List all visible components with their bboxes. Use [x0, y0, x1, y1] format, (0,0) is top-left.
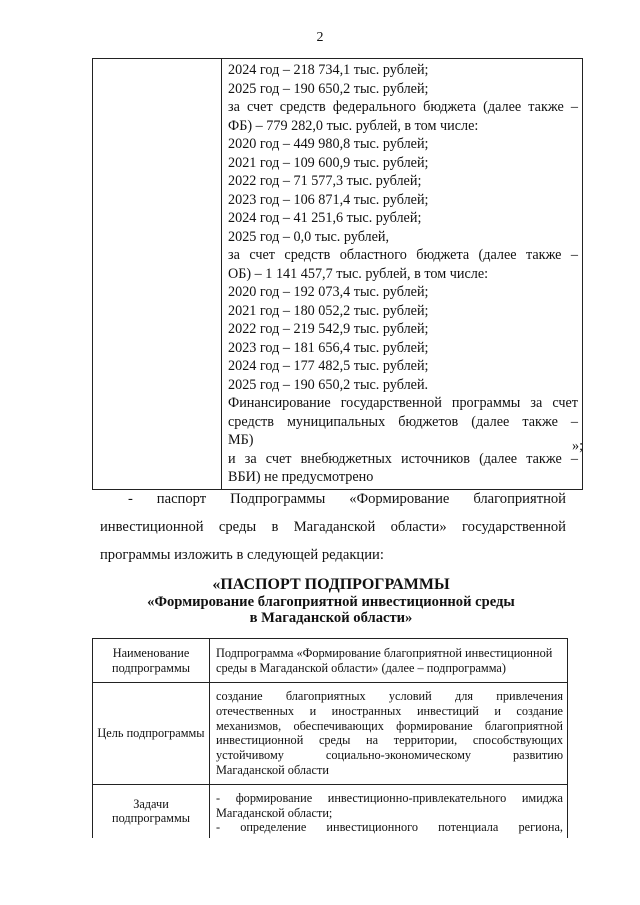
passport-row-content: [210, 639, 568, 683]
financing-line: 2022 год – 71 577,3 тыс. рублей;: [228, 173, 422, 189]
financing-line: 2022 год – 219 542,9 тыс. рублей;: [228, 321, 429, 337]
financing-content-cell: [222, 59, 583, 490]
passport-row-name: [93, 639, 568, 683]
content-line: - определение инвестиционного потенциала региона,: [216, 820, 563, 835]
content-line: инвестиционной среды на территории, способствующих: [216, 733, 563, 748]
closing-quote: »;: [572, 438, 584, 454]
financing-label-cell: [93, 59, 222, 490]
financing-line: 2025 год – 190 650,2 тыс. рублей.: [228, 376, 429, 393]
financing-line: 2020 год – 449 980,8 тыс. рублей;: [228, 136, 429, 152]
passport-row-label: Задачи подпрограммы: [93, 784, 210, 838]
financing-table: [92, 58, 583, 490]
financing-line: 2020 год – 192 073,4 тыс. рублей;: [228, 284, 429, 300]
passport-row-goal: [93, 683, 568, 785]
financing-line: 2025 год – 0,0 тыс. рублей,: [228, 228, 390, 245]
passport-row-content: [210, 683, 568, 785]
financing-line: ВБИ) не предусмотрено: [228, 469, 374, 485]
financing-line: МБ): [228, 432, 254, 448]
content-line: создание благоприятных условий для привлечения: [216, 689, 563, 703]
passport-row-label: Цель подпрограммы: [93, 683, 210, 785]
passport-row-tasks: [93, 784, 568, 838]
page-number: 2: [316, 30, 324, 45]
financing-line: Финансирование государственной программы за счет: [228, 395, 578, 411]
passport-row-content: [210, 784, 568, 838]
passport-row-label: Наименование подпрограммы: [93, 639, 210, 683]
financing-line: 2024 год – 218 734,1 тыс. рублей;: [228, 62, 429, 78]
financing-line: 2024 год – 177 482,5 тыс. рублей;: [228, 358, 429, 374]
paragraph-line: программы изложить в следующей редакции:: [100, 547, 384, 563]
paragraph-line: - паспорт Подпрограммы «Формирование благоприятной: [128, 491, 566, 507]
financing-line: средств муниципальных бюджетов (далее также –: [228, 413, 578, 430]
financing-line: 2023 год – 181 656,4 тыс. рублей;: [228, 339, 429, 356]
content-line: устойчивому социально-экономическому развитию: [216, 748, 563, 763]
passport-heading: [92, 577, 570, 627]
paragraph-line: инвестиционной среды в Магаданской области» государственной: [100, 519, 566, 535]
heading-subtitle: в Магаданской области»: [249, 610, 413, 626]
content-line: отечественных и иностранных инвестиций и создание: [216, 703, 563, 718]
financing-line: за счет средств федерального бюджета (далее также –: [228, 99, 578, 115]
content-line: среды в Магаданской области» (далее – подпрограмма): [216, 660, 506, 675]
financing-line: 2025 год – 190 650,2 тыс. рублей;: [228, 80, 429, 97]
heading-title: «ПАСПОРТ ПОДПРОГРАММЫ: [212, 576, 450, 593]
content-line: механизмов, обеспечивающих формирование благоприятной: [216, 718, 563, 733]
financing-line: за счет средств областного бюджета (далее также –: [228, 247, 578, 263]
financing-line: 2023 год – 106 871,4 тыс. рублей;: [228, 191, 429, 208]
content-line: - формирование инвестиционно-привлекательного имиджа: [216, 790, 563, 805]
financing-line: 2021 год – 180 052,2 тыс. рублей;: [228, 302, 429, 319]
heading-subtitle: «Формирование благоприятной инвестиционной среды: [147, 593, 515, 610]
content-line: Магаданской области: [216, 762, 329, 777]
financing-line: ОБ) – 1 141 457,7 тыс. рублей, в том числе:: [228, 265, 489, 282]
passport-table: [92, 638, 568, 838]
financing-line: 2024 год – 41 251,6 тыс. рублей;: [228, 210, 422, 226]
content-line: Магаданской области;: [216, 805, 333, 820]
content-line: Подпрограмма «Формирование благоприятной инвестиционной: [216, 645, 553, 660]
financing-line: 2021 год – 109 600,9 тыс. рублей;: [228, 154, 429, 171]
amendment-paragraph: [100, 485, 566, 569]
financing-line: ФБ) – 779 282,0 тыс. рублей, в том числе:: [228, 117, 479, 134]
financing-line: и за счет внебюджетных источников (далее также –: [228, 450, 578, 467]
